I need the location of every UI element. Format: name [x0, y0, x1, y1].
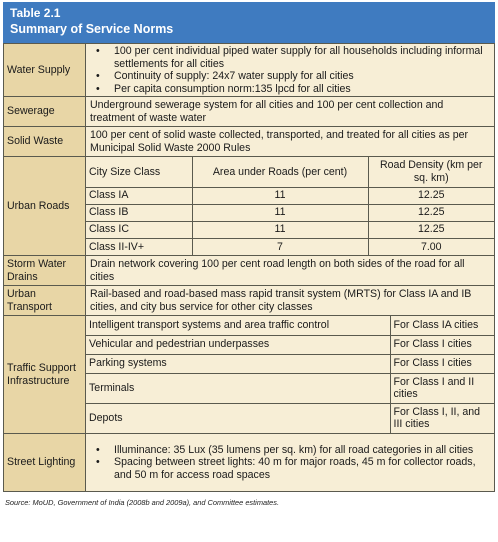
table-cell: 11: [192, 221, 368, 238]
table-cell: Class IA: [86, 187, 192, 204]
table-cell: Class IC: [86, 221, 192, 238]
table-cell: 7.00: [368, 238, 494, 255]
table-cell: 7: [192, 238, 368, 255]
table-cell: Terminals: [86, 373, 390, 403]
row-urban-roads: [4, 157, 495, 256]
row-label: Sewerage: [4, 97, 86, 127]
service-norms-table: [3, 2, 495, 507]
row-label: Urban Transport: [4, 286, 86, 316]
list-item: • Illuminance: 35 Lux (35 lumens per sq. km) for all road categories in all cities: [90, 444, 490, 457]
table-cell: Vehicular and pedestrian underpasses: [86, 335, 390, 354]
row-label: Water Supply: [4, 44, 86, 97]
table-cell: For Class IA cities: [390, 316, 494, 335]
urban-roads-subtable: [86, 157, 494, 255]
row-label: Storm Water Drains: [4, 256, 86, 286]
list-item: • Continuity of supply: 24x7 water supply for all cities: [90, 70, 490, 83]
source-note: Source: MoUD, Government of India (2008b and 2009a), and Committee estimates.: [5, 498, 280, 507]
column-header: City Size Class: [86, 157, 192, 187]
table-header: [3, 2, 495, 43]
row-label: Street Lighting: [4, 434, 86, 492]
column-header: Area under Roads (per cent): [192, 157, 368, 187]
traffic-subtable: [86, 316, 494, 433]
table-title: Summary of Service Norms: [10, 22, 174, 36]
table-cell: 12.25: [368, 221, 494, 238]
table-cell: For Class I, II, and III cities: [390, 403, 494, 433]
table-number: Table 2.1: [10, 6, 61, 20]
list-item: • Spacing between street lights: 40 m for major roads, 45 m for collector roads, and 50 m for access road spaces: [90, 456, 490, 481]
row-storm-water-drains: [4, 256, 495, 286]
water-supply-list: [90, 45, 490, 95]
row-water-supply: [4, 44, 495, 97]
norms-table: [3, 43, 495, 492]
row-label: Urban Roads: [4, 157, 86, 256]
table-cell: For Class I and II cities: [390, 373, 494, 403]
row-street-lighting: [4, 434, 495, 492]
row-text: 100 per cent of solid waste collected, transported, and treated for all cities as per Municipal Solid Waste 2000 Rules: [86, 127, 495, 157]
list-item: • 100 per cent individual piped water supply for all households including informal settlements for all cities: [90, 45, 490, 70]
table-cell: Class II-IV+: [86, 238, 192, 255]
table-cell: Depots: [86, 403, 390, 433]
column-header: Road Density (km per sq. km): [368, 157, 494, 187]
table-cell: 11: [192, 187, 368, 204]
row-label: Solid Waste: [4, 127, 86, 157]
table-cell: 12.25: [368, 204, 494, 221]
row-solid-waste: [4, 127, 495, 157]
table-cell: Intelligent transport systems and area traffic control: [86, 316, 390, 335]
row-urban-transport: [4, 286, 495, 316]
table-cell: For Class I cities: [390, 335, 494, 354]
row-text: Drain network covering 100 per cent road length on both sides of the road for all cities: [86, 256, 495, 286]
table-cell: Parking systems: [86, 354, 390, 373]
table-cell: 11: [192, 204, 368, 221]
row-sewerage: [4, 97, 495, 127]
table-cell: For Class I cities: [390, 354, 494, 373]
table-cell: Class IB: [86, 204, 192, 221]
row-label: Traffic Support Infrastructure: [4, 316, 86, 434]
table-cell: 12.25: [368, 187, 494, 204]
row-text: Rail-based and road-based mass rapid transit system (MRTS) for Class IA and IB cities, and city bus service for other city classes: [86, 286, 495, 316]
row-text: Underground sewerage system for all cities and 100 per cent collection and treatment of waste water: [86, 97, 495, 127]
row-traffic-support: [4, 316, 495, 434]
street-lighting-list: [90, 444, 490, 482]
list-item: • Per capita consumption norm:135 lpcd for all cities: [90, 83, 490, 96]
